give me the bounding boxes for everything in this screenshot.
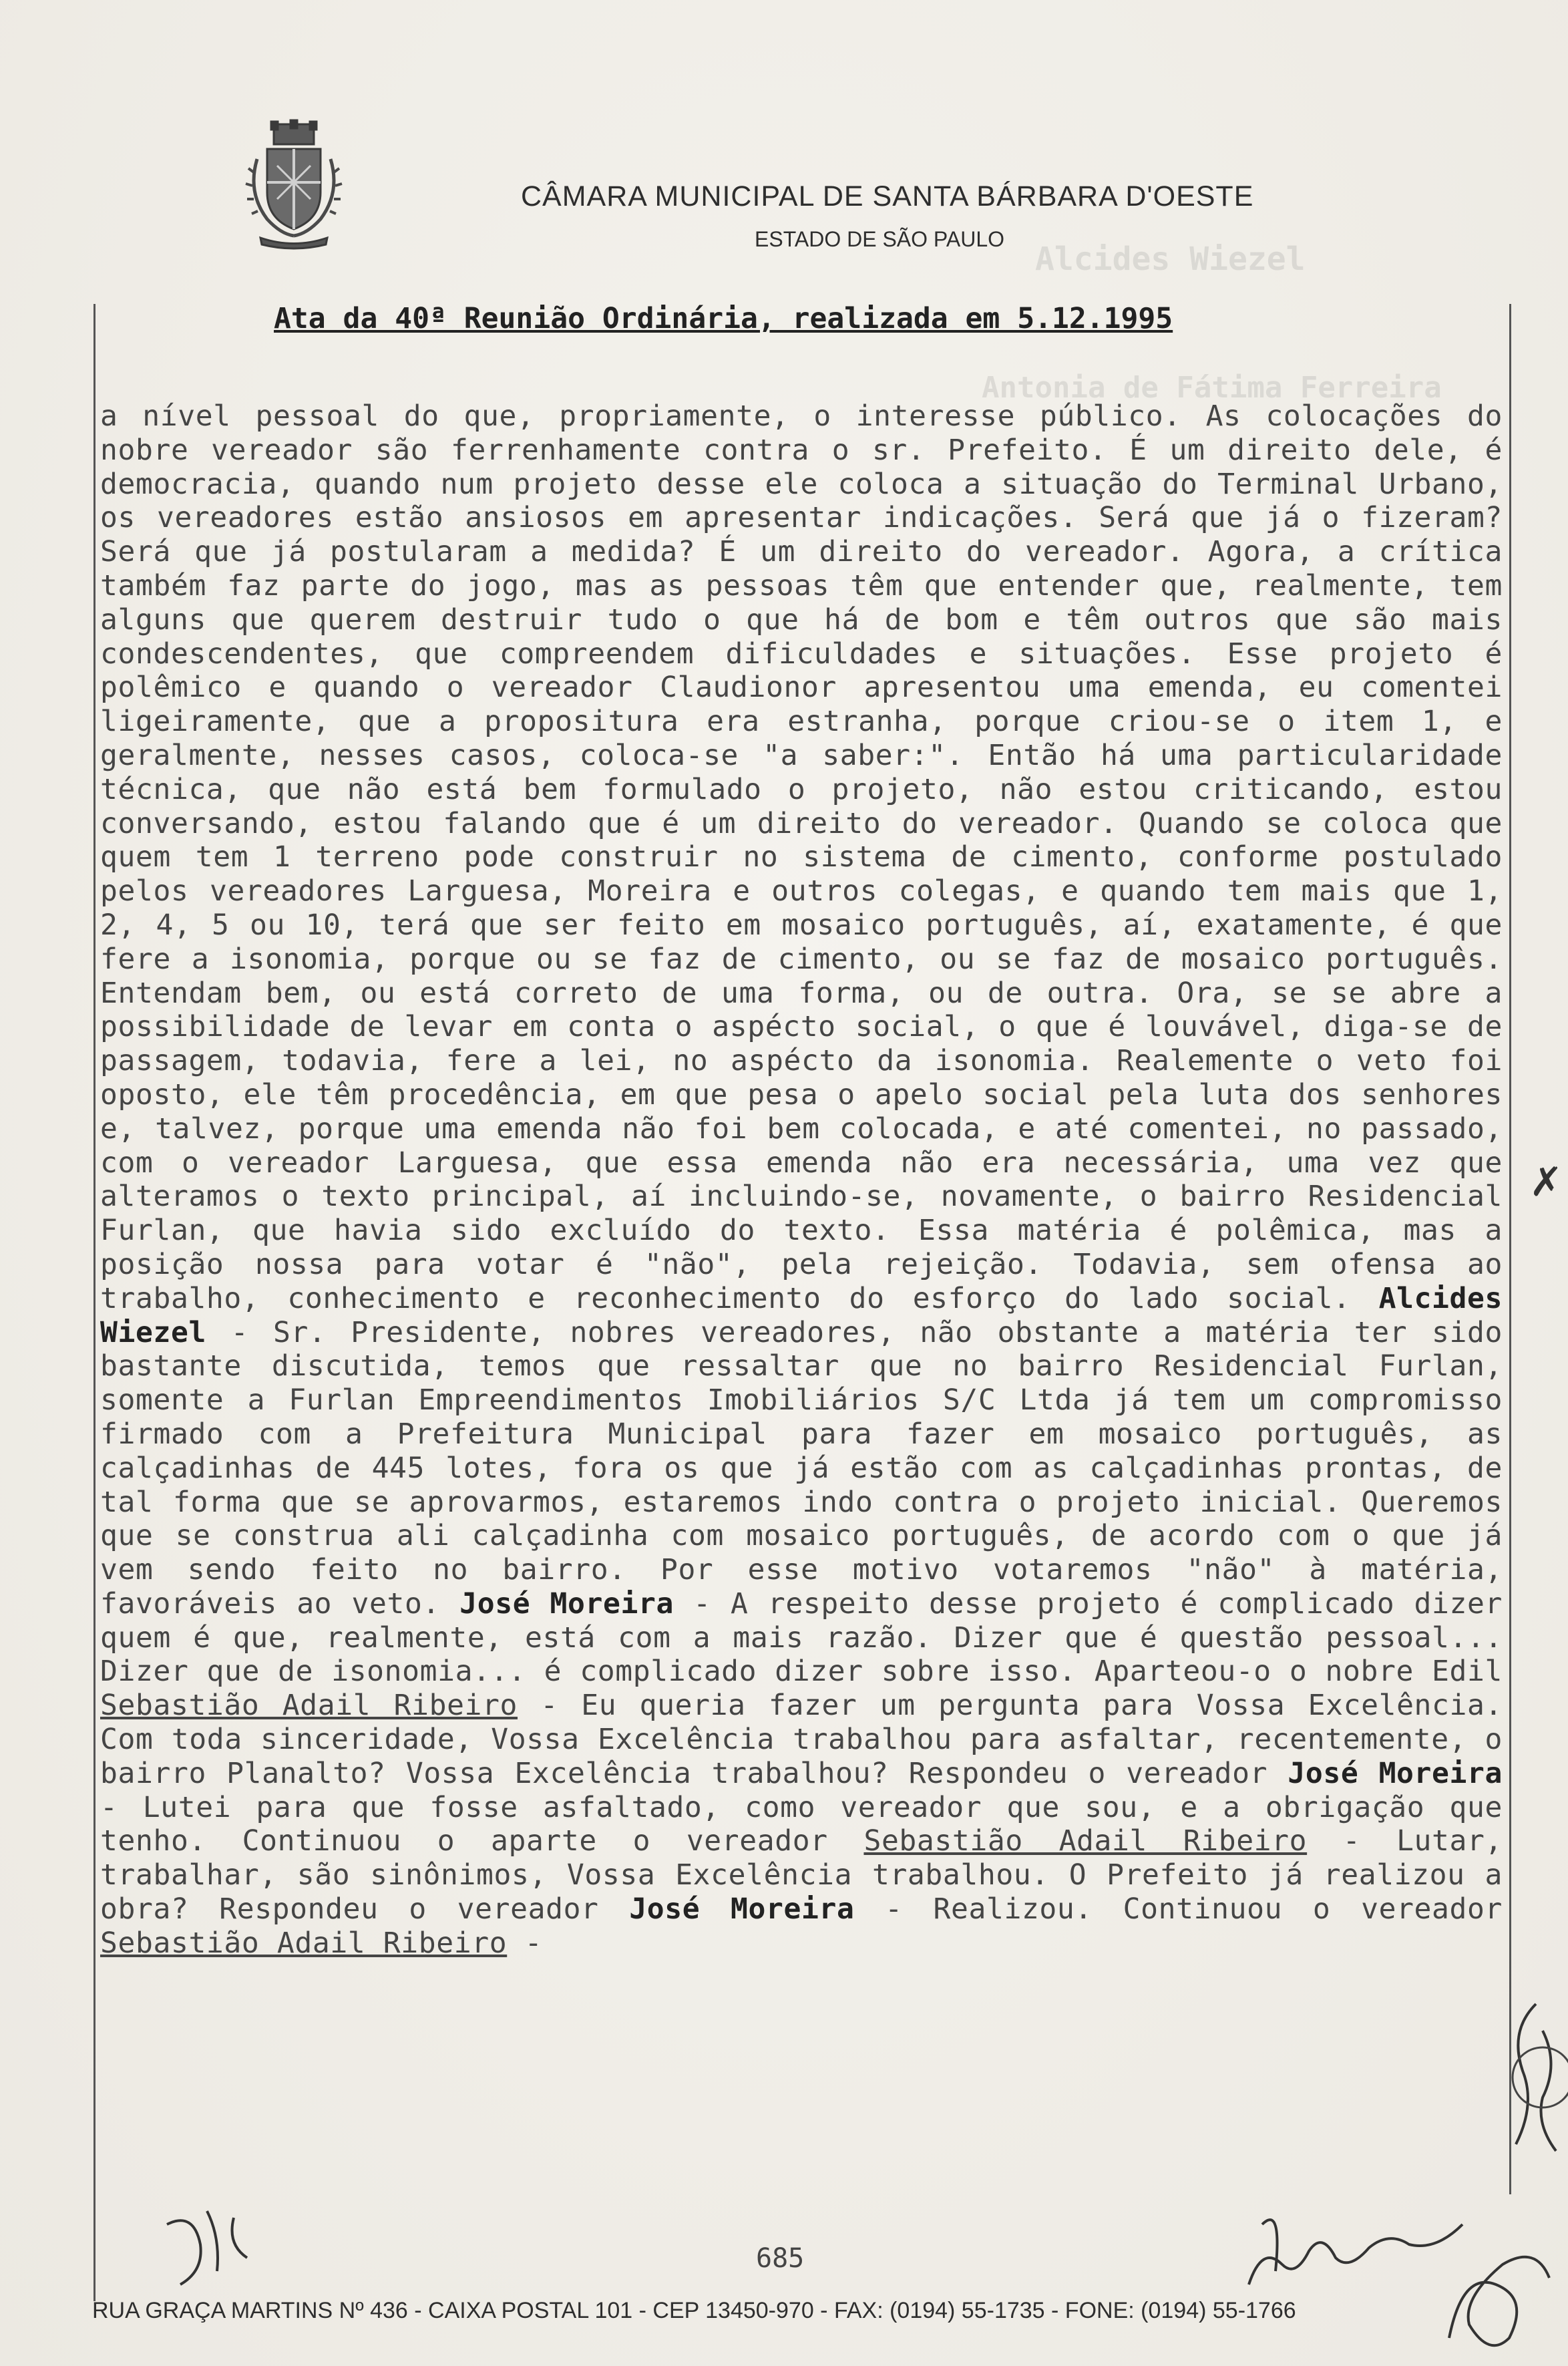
- speaker-name: José Moreira: [1288, 1756, 1503, 1790]
- text-segment: - A respeito desse projeto é complicado dizer quem é que, realmente, está com a mais razão. Dizer que é questão pessoal... Dizer que de isonomia... é complicado dizer sobre isso. Aparteou-o o nobre Edil: [100, 1586, 1503, 1689]
- speaker-name: Alcides Wiezel: [100, 1281, 1503, 1349]
- signature-bottom-right: [1436, 2191, 1568, 2366]
- underlined-speaker-name: Sebastião Adail Ribeiro: [863, 1824, 1308, 1858]
- show-through-name-1: Alcides Wiezel: [1035, 240, 1306, 278]
- text-segment: - Lutei para que fosse asfaltado, como vereador que sou, e a obrigação que tenho. Continuou o aparte o vereador: [100, 1790, 1503, 1858]
- text-segment: - Lutar, trabalhar, são sinônimos, Vossa Excelência trabalhou. O Prefeito já realizou a obra? Respondeu o vereador: [100, 1824, 1503, 1926]
- text-segment: -: [507, 1926, 543, 1960]
- municipal-coat-of-arms: [240, 119, 347, 252]
- signature-right-margin: [1496, 1991, 1568, 2164]
- speaker-name: José Moreira: [459, 1586, 674, 1621]
- text-segment: a nível pessoal do que, propriamente, o interesse público. As colocações do nobre vereador são ferrenhamente contra o sr. Prefeito. É um direito dele, é democracia, quando num projeto desse ele coloca a situação do Terminal Urbano, os vereadores estão ansiosos em apresentar indicações. Será que já o fizeram? Será que já postularam a medida? É um direito do vereador. Agora, a crítica também faz parte do jogo, mas as pessoas têm que entender que, realmente, tem alguns que querem destruir tudo o que há de bom e têm outros que são mais condescendentes, que compreendem dificuldades e situações. Esse projeto é polêmico e quando o vereador Claudionor apresentou uma emenda, eu comentei ligeiramente, que a propositura era estranha, porque criou-se o item 1, e geralmente, nesses casos, coloca-se "a saber:". Então há uma particularidade técnica, que não está bem formulado o projeto, não estou criticando, estou conversando, estou falando que é um direito do vereador. Quando se coloca que quem tem 1 terreno pode construir no sistema de cimento, conforme postulado pelos vereadores Larguesa, Moreira e outros colegas, e quando tem mais que 1, 2, 4, 5 ou 10, terá que ser feito em mosaico português, aí, exatamente, é que fere a isonomia, porque ou se faz de cimento, ou se faz de mosaico português. Entendam bem, ou está correto de uma forma, ou de outra. Ora, se se abre a possibilidade de levar em conta o aspécto social, o que é louvável, diga-se de passagem, todavia, fere a lei, no aspécto da isonomia. Realemente o veto foi oposto, ele têm procedência, em que pesa o apelo social pela luta dos senhores e, talvez, porque uma emenda não foi bem colocada, e até comentei, no passado, com o vereador Larguesa, que essa emenda não era necessária, uma vez que alteramos o texto principal, aí incluindo-se, novamente, o bairro Residencial Furlan, que havia sido excluído do texto. Essa matéria é polêmica, mas a posição nossa para votar é "não", pela rejeição. Todavia, sem ofensa ao trabalho, conhecimento e reconhecimento do esforço do lado social.: [100, 399, 1503, 1315]
- text-segment: - Realizou. Continuou o vereador: [854, 1892, 1503, 1926]
- footer-address: RUA GRAÇA MARTINS Nº 436 - CAIXA POSTAL 101 - CEP 13450-970 - FAX: (0194) 55-1735 - FONE: (0194) 55-1766: [92, 2298, 1296, 2323]
- text-segment: - Sr. Presidente, nobres vereadores, não obstante a matéria ter sido bastante discutida, temos que ressaltar que no bairro Residencial Furlan, somente a Furlan Empreendimentos Imobiliários S/C Ltda já tem um compromisso firmado com a Prefeitura Municipal para fazer em mosaico português, as calçadinhas de 445 lotes, fora os que já estão com as calçadinhas prontas, de tal forma que se aprovarmos, estaremos indo contra o projeto inicial. Queremos que se construa ali calçadinha com mosaico português, de acordo com o que já vem sendo feito no bairro. Por esse motivo votaremos "não" à matéria, favoráveis ao veto.: [100, 1315, 1503, 1621]
- underlined-speaker-name: Sebastião Adail Ribeiro: [100, 1926, 508, 1960]
- institution-name: CÂMARA MUNICIPAL DE SANTA BÁRBARA D'OESTE: [521, 180, 1254, 212]
- margin-check-mark: ✗: [1529, 1159, 1563, 1206]
- minutes-body-text: [100, 399, 1503, 1961]
- minutes-title: Ata da 40ª Reunião Ordinária, realizada em 5.12.1995: [274, 302, 1173, 335]
- underlined-speaker-name: Sebastião Adail Ribeiro: [100, 1689, 518, 1723]
- page-number: 685: [756, 2243, 805, 2274]
- speaker-name: José Moreira: [629, 1892, 855, 1926]
- left-margin-rule: [93, 304, 95, 2301]
- show-through-name-2: Antonia de Fátima Ferreira: [982, 371, 1442, 405]
- right-margin-rule: [1509, 304, 1511, 2194]
- signature-initials-left: [154, 2198, 287, 2298]
- state-name: ESTADO DE SÃO PAULO: [755, 227, 1005, 251]
- text-segment: - Eu queria fazer um pergunta para Vossa Excelência. Com toda sinceridade, Vossa Excelência trabalhou para asfaltar, recentemente, o bairro Planalto? Vossa Excelência trabalhou? Respondeu o vereador: [100, 1689, 1503, 1790]
